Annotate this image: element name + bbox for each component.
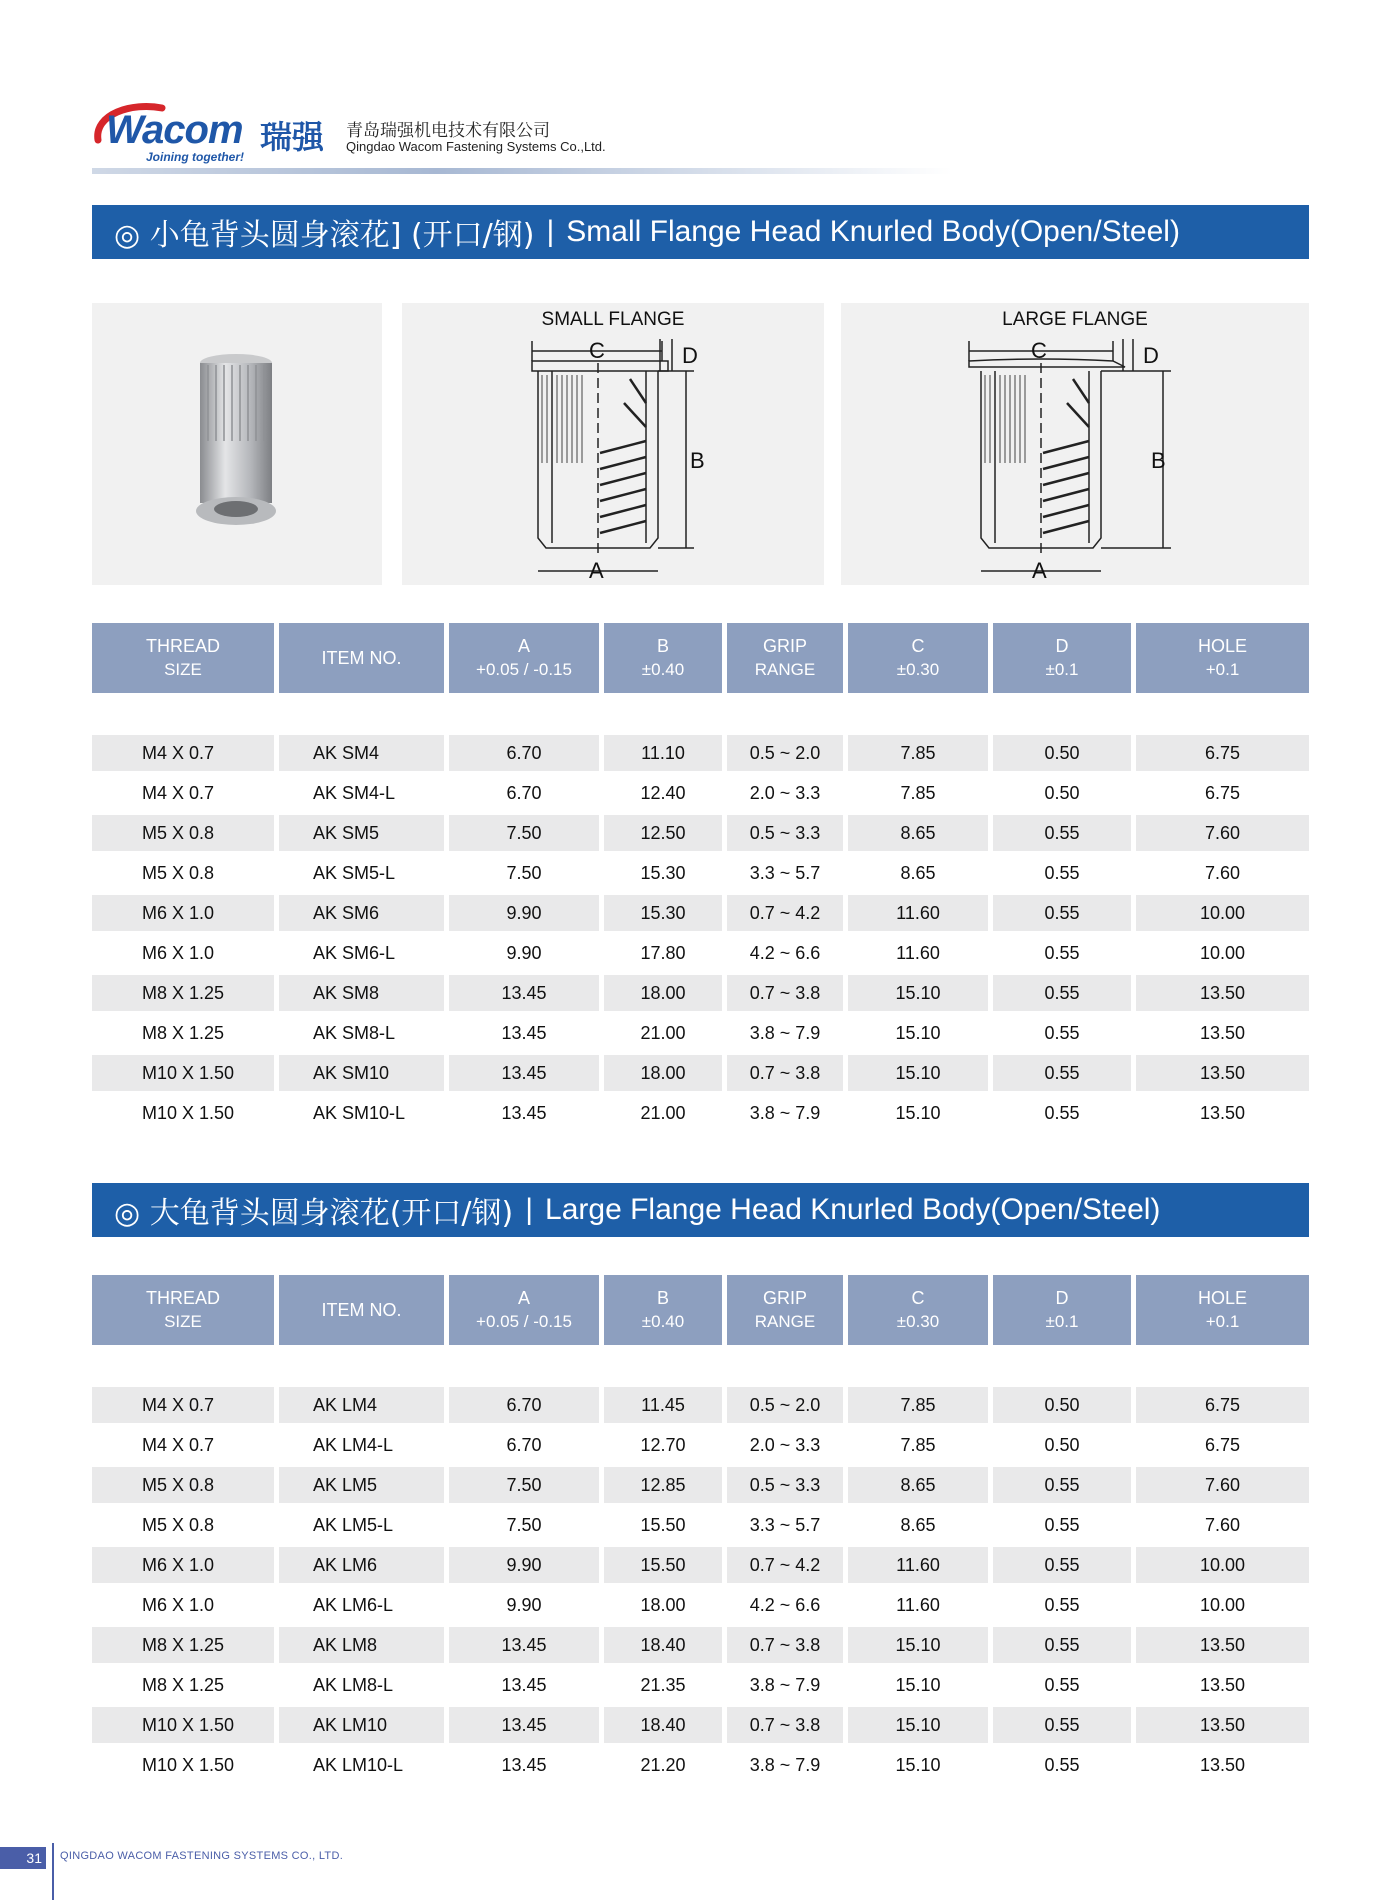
column-header-item-no — [279, 1275, 444, 1345]
cell-hole: 10.00 — [1136, 895, 1309, 931]
cell-b: 12.85 — [604, 1467, 722, 1503]
large-flange-diagram — [841, 303, 1309, 585]
cell-thread-size: M4 X 0.7 — [92, 1387, 274, 1423]
column-header-tolerance: RANGE — [754, 660, 816, 679]
table-row — [92, 1707, 1309, 1743]
cell-thread-size: M10 X 1.50 — [142, 1102, 235, 1123]
company-name-cn: 青岛瑞强机电技术有限公司 — [346, 121, 550, 141]
column-header-grip-range — [727, 1275, 843, 1345]
cell-thread-size: M4 X 0.7 — [92, 735, 274, 771]
cell-c: 15.10 — [848, 1055, 988, 1091]
cell-a: 13.45 — [501, 1022, 547, 1043]
column-header-label: B — [656, 636, 669, 656]
cell-hole: 6.75 — [1204, 782, 1241, 803]
cell-grip-range: 3.8 ~ 7.9 — [749, 1754, 821, 1775]
cell-item-no: AK SM8-L — [313, 1022, 396, 1043]
table-row — [92, 1587, 1309, 1623]
column-header-label: D — [1055, 1288, 1069, 1308]
cell-grip-range: 0.5 ~ 3.3 — [727, 815, 843, 851]
cell-grip-range: 3.3 ~ 5.7 — [749, 862, 821, 883]
cell-b: 17.80 — [640, 942, 686, 963]
cell-item-no: AK SM6-L — [313, 942, 396, 963]
column-header-c — [848, 1275, 988, 1345]
cell-a: 9.90 — [449, 895, 599, 931]
cell-c: 15.10 — [895, 1102, 941, 1123]
cell-c: 11.60 — [848, 895, 988, 931]
table-row — [92, 975, 1309, 1011]
cell-thread-size: M10 X 1.50 — [92, 1707, 274, 1743]
cell-grip-range: 0.7 ~ 3.8 — [727, 975, 843, 1011]
cell-b: 18.00 — [604, 975, 722, 1011]
cell-c: 7.85 — [848, 735, 988, 771]
column-header-a — [449, 623, 599, 693]
cell-grip-range: 0.5 ~ 2.0 — [727, 1387, 843, 1423]
cell-b: 15.30 — [604, 895, 722, 931]
cell-item-no: AK LM8 — [279, 1627, 444, 1663]
large-flange-title: LARGE FLANGE — [1002, 309, 1148, 330]
cell-d: 0.55 — [1044, 1674, 1080, 1695]
cell-thread-size: M6 X 1.0 — [142, 1594, 215, 1615]
title-separator: | — [546, 215, 555, 248]
cell-b: 15.30 — [640, 862, 686, 883]
table-body — [92, 1387, 1309, 1783]
dim-label-d: D — [1143, 343, 1159, 368]
cell-d: 0.55 — [993, 1467, 1131, 1503]
small-flange-diagram — [402, 303, 824, 585]
cell-a: 6.70 — [506, 1434, 542, 1455]
product-photo — [92, 303, 382, 585]
cell-thread-size: M4 X 0.7 — [142, 1434, 215, 1455]
cell-d: 0.55 — [993, 1707, 1131, 1743]
cell-hole: 13.50 — [1199, 1102, 1246, 1123]
cell-thread-size: M6 X 1.0 — [142, 942, 215, 963]
column-header-tolerance: ±0.1 — [1045, 1312, 1079, 1331]
footer-company: QINGDAO WACOM FASTENING SYSTEMS CO., LTD. — [60, 1850, 344, 1862]
company-name — [346, 122, 606, 154]
cell-b: 12.70 — [640, 1434, 686, 1455]
cell-item-no: AK SM6 — [279, 895, 444, 931]
dim-label-c: C — [589, 338, 605, 363]
rivet-nut-photo-icon — [92, 303, 382, 585]
cell-d: 0.55 — [1044, 1102, 1080, 1123]
logo-chinese-mark: 瑞强 — [260, 118, 325, 156]
cell-a: 7.50 — [506, 1514, 542, 1535]
cell-c: 15.10 — [895, 1754, 941, 1775]
dim-label-d: D — [682, 343, 698, 368]
page-number: 31 — [0, 1847, 46, 1869]
table-row — [92, 1507, 1309, 1543]
cell-hole: 10.00 — [1199, 942, 1246, 963]
table-row — [92, 815, 1309, 851]
cell-item-no: AK SM10-L — [313, 1102, 406, 1123]
cell-item-no: AK SM5 — [279, 815, 444, 851]
cell-hole: 6.75 — [1136, 735, 1309, 771]
cell-hole: 13.50 — [1136, 1055, 1309, 1091]
cell-thread-size: M5 X 0.8 — [92, 815, 274, 851]
cell-c: 15.10 — [848, 975, 988, 1011]
cell-a: 13.45 — [449, 975, 599, 1011]
cell-thread-size: M8 X 1.25 — [92, 1627, 274, 1663]
column-header-label: ITEM NO. — [321, 1299, 402, 1320]
cell-hole: 10.00 — [1136, 1547, 1309, 1583]
column-header-label: C — [911, 1288, 925, 1308]
column-header-label: THREAD — [145, 636, 220, 656]
column-header-tolerance: SIZE — [164, 1312, 202, 1331]
cell-item-no: AK LM6-L — [313, 1594, 394, 1615]
small-flange-drawing-icon — [402, 303, 824, 585]
cell-a: 13.45 — [501, 1754, 547, 1775]
cell-grip-range: 2.0 ~ 3.3 — [749, 1434, 821, 1455]
cell-d: 0.55 — [1044, 1514, 1080, 1535]
cell-b: 12.50 — [604, 815, 722, 851]
header-divider — [92, 168, 952, 174]
table-row — [92, 1095, 1309, 1131]
cell-grip-range: 0.5 ~ 3.3 — [727, 1467, 843, 1503]
column-header-label: ITEM NO. — [321, 647, 402, 668]
cell-a: 13.45 — [501, 1102, 547, 1123]
column-header-tolerance: ±0.30 — [896, 1312, 940, 1331]
cell-item-no: AK SM4 — [279, 735, 444, 771]
table-row — [92, 855, 1309, 891]
cell-c: 7.85 — [848, 1387, 988, 1423]
cell-item-no: AK SM4-L — [313, 782, 396, 803]
cell-grip-range: 0.7 ~ 4.2 — [727, 895, 843, 931]
cell-b: 21.20 — [640, 1754, 686, 1775]
table-row — [92, 735, 1309, 771]
dim-label-b: B — [690, 448, 705, 473]
cell-c: 15.10 — [895, 1674, 941, 1695]
cell-b: 18.00 — [640, 1594, 686, 1615]
cell-a: 6.70 — [506, 782, 542, 803]
cell-grip-range: 4.2 ~ 6.6 — [749, 1594, 821, 1615]
table-row — [92, 1547, 1309, 1583]
cell-grip-range: 0.5 ~ 2.0 — [727, 735, 843, 771]
cell-d: 0.55 — [993, 975, 1131, 1011]
cell-b: 11.45 — [604, 1387, 722, 1423]
cell-c: 11.60 — [896, 1594, 940, 1615]
column-header-hole — [1136, 623, 1309, 693]
section-title-small-flange — [92, 205, 1309, 259]
cell-d: 0.50 — [993, 735, 1131, 771]
cell-hole: 7.60 — [1204, 862, 1241, 883]
table-row — [92, 1627, 1309, 1663]
cell-d: 0.55 — [1044, 862, 1080, 883]
cell-item-no: AK LM5 — [279, 1467, 444, 1503]
cell-c: 8.65 — [848, 1467, 988, 1503]
cell-grip-range: 3.8 ~ 7.9 — [749, 1022, 821, 1043]
column-header-label: A — [517, 1288, 530, 1308]
cell-b: 11.10 — [604, 735, 722, 771]
spec-table-small-flange — [92, 623, 1309, 1135]
column-header-d — [993, 623, 1131, 693]
cell-d: 0.55 — [1044, 1594, 1080, 1615]
column-header-label: GRIP — [762, 1288, 807, 1308]
company-logo — [92, 100, 332, 170]
cell-hole: 7.60 — [1204, 1514, 1241, 1535]
column-header-tolerance: +0.05 / -0.15 — [476, 1312, 572, 1331]
cell-d: 0.50 — [1044, 782, 1080, 803]
cell-d: 0.55 — [993, 815, 1131, 851]
column-header-label: B — [656, 1288, 669, 1308]
cell-b: 21.35 — [640, 1674, 686, 1695]
cell-grip-range: 3.8 ~ 7.9 — [749, 1102, 821, 1123]
cell-hole: 13.50 — [1136, 1627, 1309, 1663]
cell-thread-size: M5 X 0.8 — [142, 862, 215, 883]
cell-thread-size: M4 X 0.7 — [142, 782, 215, 803]
cell-item-no: AK LM6 — [279, 1547, 444, 1583]
cell-d: 0.55 — [1044, 1022, 1080, 1043]
cell-hole: 10.00 — [1199, 1594, 1246, 1615]
column-header-grip-range — [727, 623, 843, 693]
cell-a: 13.45 — [501, 1674, 547, 1695]
cell-a: 9.90 — [449, 1547, 599, 1583]
column-header-tolerance: +0.1 — [1205, 1312, 1240, 1331]
cell-item-no: AK SM5-L — [313, 862, 396, 883]
cell-c: 7.85 — [900, 782, 936, 803]
cell-b: 18.40 — [604, 1707, 722, 1743]
cell-b: 18.00 — [604, 1055, 722, 1091]
cell-d: 0.55 — [1044, 1754, 1080, 1775]
cell-grip-range: 2.0 ~ 3.3 — [749, 782, 821, 803]
logo-tagline: Joining together! — [146, 150, 244, 164]
dim-label-b: B — [1151, 448, 1166, 473]
table-header — [92, 1275, 1309, 1345]
cell-d: 0.55 — [993, 1627, 1131, 1663]
cell-a: 6.70 — [449, 735, 599, 771]
cell-a: 13.45 — [449, 1627, 599, 1663]
cell-item-no: AK LM4 — [279, 1387, 444, 1423]
table-row — [92, 895, 1309, 931]
column-header-d — [993, 1275, 1131, 1345]
column-header-b — [604, 1275, 722, 1345]
cell-item-no: AK SM10 — [279, 1055, 444, 1091]
cell-grip-range: 0.7 ~ 3.8 — [727, 1627, 843, 1663]
table-row — [92, 935, 1309, 971]
column-header-tolerance: +0.1 — [1205, 660, 1240, 679]
cell-d: 0.50 — [993, 1387, 1131, 1423]
table-row — [92, 1387, 1309, 1423]
cell-grip-range: 0.7 ~ 4.2 — [727, 1547, 843, 1583]
cell-item-no: AK SM8 — [279, 975, 444, 1011]
cell-item-no: AK LM10 — [279, 1707, 444, 1743]
cell-b: 21.00 — [640, 1102, 686, 1123]
cell-d: 0.55 — [1044, 942, 1080, 963]
cell-thread-size: M6 X 1.0 — [92, 895, 274, 931]
cell-a: 9.90 — [506, 1594, 542, 1615]
column-header-tolerance: ±0.40 — [641, 1312, 685, 1331]
cell-thread-size: M8 X 1.25 — [92, 975, 274, 1011]
table-body — [92, 735, 1309, 1131]
cell-item-no: AK LM4-L — [313, 1434, 394, 1455]
column-header-label: C — [911, 636, 925, 656]
cell-thread-size: M5 X 0.8 — [142, 1514, 215, 1535]
cell-thread-size: M10 X 1.50 — [92, 1055, 274, 1091]
cell-b: 18.40 — [604, 1627, 722, 1663]
cell-thread-size: M5 X 0.8 — [92, 1467, 274, 1503]
table-row — [92, 775, 1309, 811]
title-separator: | — [525, 1193, 534, 1226]
cell-hole: 13.50 — [1136, 1707, 1309, 1743]
cell-grip-range: 4.2 ~ 6.6 — [749, 942, 821, 963]
dim-label-a: A — [1032, 558, 1047, 583]
table-header — [92, 623, 1309, 693]
cell-item-no: AK LM10-L — [313, 1754, 404, 1775]
column-header-tolerance: ±0.1 — [1045, 660, 1079, 679]
column-header-b — [604, 623, 722, 693]
cell-c: 11.60 — [896, 942, 940, 963]
table-row — [92, 1427, 1309, 1463]
cell-a: 13.45 — [449, 1707, 599, 1743]
column-header-label: HOLE — [1197, 1288, 1248, 1308]
column-header-hole — [1136, 1275, 1309, 1345]
cell-b: 15.50 — [604, 1547, 722, 1583]
cell-d: 0.50 — [1044, 1434, 1080, 1455]
column-header-label: GRIP — [762, 636, 807, 656]
column-header-tolerance: +0.05 / -0.15 — [476, 660, 572, 679]
large-flange-drawing-icon — [841, 303, 1309, 585]
column-header-thread-size — [92, 1275, 274, 1345]
section-title-cn: ◎ 小龟背头圆身滚花] (开口/钢) — [114, 218, 535, 253]
table-row — [92, 1467, 1309, 1503]
section-title-large-flange — [92, 1183, 1309, 1237]
dim-label-c: C — [1031, 338, 1047, 363]
cell-d: 0.55 — [993, 895, 1131, 931]
table-row — [92, 1015, 1309, 1051]
cell-hole: 6.75 — [1136, 1387, 1309, 1423]
cell-d: 0.55 — [993, 1547, 1131, 1583]
cell-c: 15.10 — [848, 1627, 988, 1663]
cell-c: 8.65 — [900, 1514, 936, 1535]
column-header-tolerance: ±0.30 — [896, 660, 940, 679]
cell-hole: 13.50 — [1136, 975, 1309, 1011]
cell-c: 15.10 — [848, 1707, 988, 1743]
small-flange-title: SMALL FLANGE — [541, 309, 685, 330]
column-header-thread-size — [92, 623, 274, 693]
cell-a: 6.70 — [449, 1387, 599, 1423]
cell-grip-range: 3.8 ~ 7.9 — [749, 1674, 821, 1695]
cell-c: 8.65 — [900, 862, 936, 883]
column-header-tolerance: RANGE — [754, 1312, 816, 1331]
cell-thread-size: M10 X 1.50 — [142, 1754, 235, 1775]
column-header-label: THREAD — [145, 1288, 220, 1308]
footer-divider — [52, 1843, 54, 1900]
section-title-en: Large Flange Head Knurled Body(Open/Steel) — [545, 1193, 1161, 1226]
column-header-c — [848, 623, 988, 693]
cell-hole: 13.50 — [1199, 1754, 1246, 1775]
table-row — [92, 1667, 1309, 1703]
table-row — [92, 1747, 1309, 1783]
cell-thread-size: M8 X 1.25 — [142, 1022, 225, 1043]
column-header-label: HOLE — [1197, 636, 1248, 656]
cell-hole: 13.50 — [1199, 1674, 1246, 1695]
cell-c: 15.10 — [895, 1022, 941, 1043]
cell-grip-range: 3.3 ~ 5.7 — [749, 1514, 821, 1535]
cell-a: 7.50 — [449, 1467, 599, 1503]
cell-c: 11.60 — [848, 1547, 988, 1583]
cell-c: 7.85 — [900, 1434, 936, 1455]
cell-item-no: AK LM8-L — [313, 1674, 394, 1695]
cell-hole: 6.75 — [1204, 1434, 1241, 1455]
cell-c: 8.65 — [848, 815, 988, 851]
cell-hole: 13.50 — [1199, 1022, 1246, 1043]
section-title-en: Small Flange Head Knurled Body(Open/Steel) — [566, 215, 1180, 248]
column-header-tolerance: SIZE — [164, 660, 202, 679]
cell-item-no: AK LM5-L — [313, 1514, 394, 1535]
column-header-label: A — [517, 636, 530, 656]
company-name-en: Qingdao Wacom Fastening Systems Co.,Ltd. — [346, 139, 606, 154]
cell-d: 0.55 — [993, 1055, 1131, 1091]
table-row — [92, 1055, 1309, 1091]
column-header-a — [449, 1275, 599, 1345]
logo-wordmark: Wacom — [106, 108, 243, 152]
column-header-item-no — [279, 623, 444, 693]
section-title-cn: ◎ 大龟背头圆身滚花(开口/钢) — [114, 1196, 514, 1231]
dim-label-a: A — [589, 558, 604, 583]
cell-hole: 7.60 — [1136, 1467, 1309, 1503]
column-header-label: D — [1055, 636, 1069, 656]
cell-grip-range: 0.7 ~ 3.8 — [727, 1707, 843, 1743]
spec-table-large-flange — [92, 1275, 1309, 1787]
cell-b: 12.40 — [640, 782, 686, 803]
cell-b: 21.00 — [640, 1022, 686, 1043]
cell-thread-size: M8 X 1.25 — [142, 1674, 225, 1695]
cell-a: 9.90 — [506, 942, 542, 963]
cell-a: 7.50 — [449, 815, 599, 851]
cell-grip-range: 0.7 ~ 3.8 — [727, 1055, 843, 1091]
cell-a: 13.45 — [449, 1055, 599, 1091]
cell-a: 7.50 — [506, 862, 542, 883]
cell-hole: 7.60 — [1136, 815, 1309, 851]
cell-b: 15.50 — [640, 1514, 686, 1535]
cell-thread-size: M6 X 1.0 — [92, 1547, 274, 1583]
column-header-tolerance: ±0.40 — [641, 660, 685, 679]
